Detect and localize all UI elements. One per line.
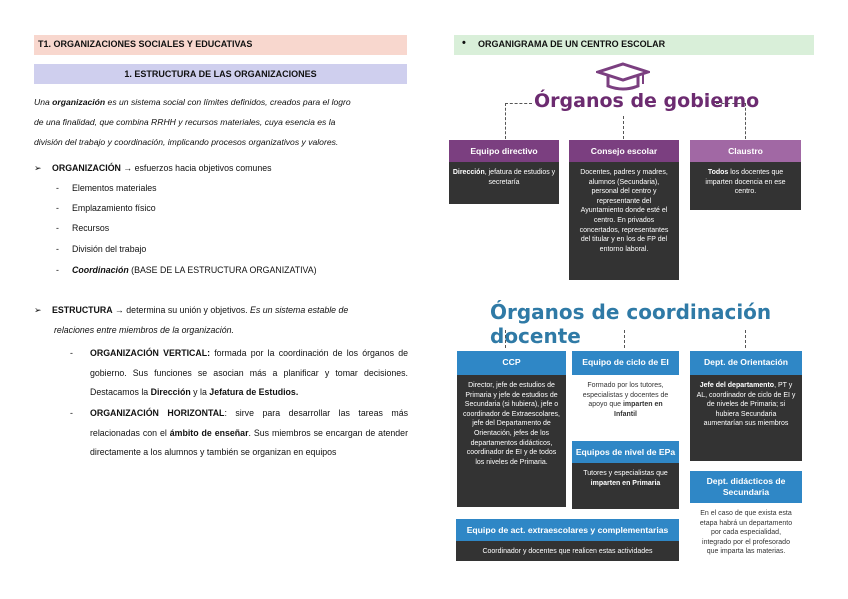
section-title: T1. ORGANIZACIONES SOCIALES Y EDUCATIVAS [38,39,253,49]
coord-heading: Órganos de coordinación docente [490,300,772,348]
connector [505,103,506,139]
list-item: - Elementos materiales [56,183,157,193]
list-item: - División del trabajo [56,244,147,254]
organizacion-bullet: ➢ ORGANIZACIÓN → esfuerzos hacia objetivos comunes [34,163,272,173]
gov-heading: Órganos de gobierno [534,90,760,112]
organigrama-title-bar [454,35,814,55]
claustro-head: Claustro [690,140,801,162]
intro-paragraph: Una organización es un sistema social con límites definidos, creados para el logro de una finalidad, que combina RRHH y recursos materiales, cuya esencia es la división del trabajo y coordinación, implicando procesos organizativos y valores. [34,97,351,147]
connector [624,330,625,348]
extraescolares-body: Coordinador y docentes que realicen estas actividades [456,541,679,561]
connector [623,116,624,139]
arrow-bullet-icon: ➢ [34,305,42,315]
section-title-bar [34,35,407,55]
list-item: - Emplazamiento físico [56,203,156,213]
equipo-directivo-head: Equipo directivo [449,140,559,162]
subtitle-bar [34,64,407,84]
list-item: - Coordinación (BASE DE LA ESTRUCTURA ORGANIZATIVA) [56,265,317,275]
claustro-body: Todos los docentes que imparten docencia en ese centro. [690,162,801,210]
didacticos-head: Dept. didácticos de Secundaria [690,471,802,503]
consejo-escolar-body: Docentes, padres y madres, alumnos (Secundaria), personal del centro y representante del Ayuntamiento donde esté el centro. En privados concertados, representantes del titular y en los de FP del entorno laboral. [569,162,679,280]
list-item: - Recursos [56,223,110,233]
extraescolares-head: Equipo de act. extraescolares y complementarias [456,519,679,541]
ciclo-body: Formado por los tutores, especialistas y docentes de apoyo que imparten en Infantil [572,375,679,431]
consejo-escolar-head: Consejo escolar [569,140,679,162]
didacticos-body: En el caso de que exista esta etapa habrá un departamento por cada especialidad, integrado por el profesorado que imparta las materias. [690,503,802,559]
orientacion-body: Jefe del departamento, PT y AL, coordinador de ciclo de EI y de niveles de Primaria; si hubiera Secundaria aumentarían sus miembros [690,375,802,461]
connector [505,103,532,104]
vertical-item: - ORGANIZACIÓN VERTICAL: formada por la coordinación de los órganos de gobierno. Sus funciones se asocian más a planificar y tomar decisiones. Destacamos la Dirección y la Jefatura de Estudios. [70,348,408,397]
graduation-cap-icon [596,62,650,92]
orientacion-head: Dept. de Orientación [690,351,802,375]
ccp-body: Director, jefe de estudios de Primaria y jefe de estudios de Secundaria (si hubiera), jefe o coordinador de Extraescolares, jefe del Departamento de Orientación, jefes de los departamentos didácticos, coordinador de EI y de todos los niveles de Primaria. [457,375,566,507]
ccp-head: CCP [457,351,566,375]
bullet-icon: • [462,37,466,49]
equipo-directivo-body: Dirección, jefatura de estudios y secretaría [449,162,559,204]
ciclo-head: Equipo de ciclo de EI [572,351,679,375]
nivel-body: Tutores y especialistas que imparten en Primaria [572,463,679,509]
nivel-head: Equipos de nivel de EPa [572,441,679,463]
connector [505,330,506,348]
subtitle: 1. ESTRUCTURA DE LAS ORGANIZACIONES [124,69,317,79]
arrow-bullet-icon: ➢ [34,163,42,173]
organigrama-title: ORGANIGRAMA DE UN CENTRO ESCOLAR [478,39,666,49]
horizontal-item: - ORGANIZACIÓN HORIZONTAL: sirve para desarrollar las tareas más relacionadas con el ámbito de enseñar. Sus miembros se encargan de atender directamente a los alumnos y también se organizan en equipos [70,408,409,457]
connector [745,330,746,348]
estructura-paragraph: ➢ ESTRUCTURA → determina su unión y objetivos. Es un sistema estable de relaciones entre miembros de la organización. [34,300,408,340]
